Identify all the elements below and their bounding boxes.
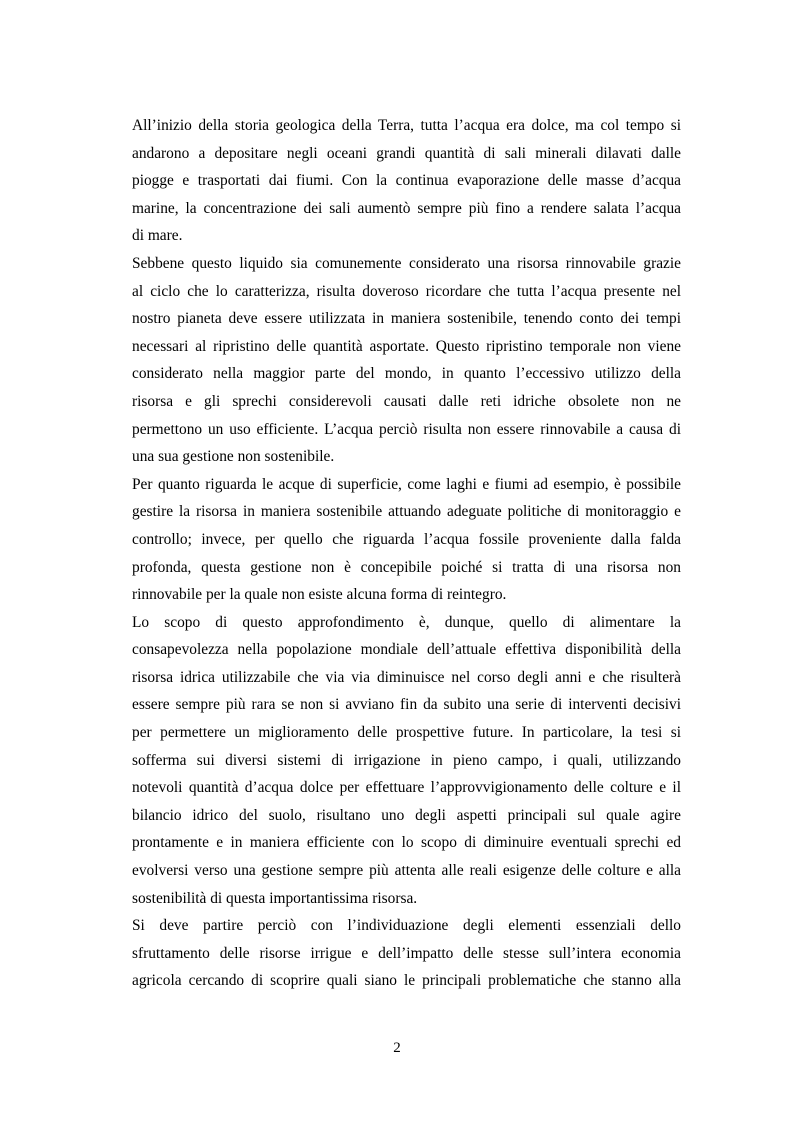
- text-line: risorsa e gli sprechi considerevoli causati dalle reti idriche obsolete non ne: [132, 392, 681, 410]
- text-line: gestire la risorsa in maniera sostenibile attuando adeguate politiche di monitoraggio e: [132, 503, 681, 521]
- page-number: 2: [393, 1040, 401, 1056]
- text-line: notevoli quantità d’acqua dolce per effettuare l’approvvigionamento delle colture e il: [132, 779, 681, 797]
- text-line: permettono un uso efficiente. L’acqua perciò risulta non essere rinnovabile a causa di: [132, 420, 681, 438]
- paragraph-5: [132, 912, 681, 995]
- text-line: sostenibilità di questa importantissima risorsa.: [132, 889, 418, 907]
- text-line: profonda, questa gestione non è concepibile poiché si tratta di una risorsa non: [132, 558, 681, 576]
- text-line: per permettere un miglioramento delle prospettive future. In particolare, la tesi si: [132, 724, 681, 742]
- text-line: evolversi verso una gestione sempre più attenta alle reali esigenze delle colture e alla: [132, 862, 681, 880]
- paragraph-1: [132, 112, 681, 250]
- text-line: sofferma sui diversi sistemi di irrigazione in pieno campo, i quali, utilizzando: [132, 751, 681, 769]
- body-text: [132, 112, 681, 995]
- text-line: agricola cercando di scoprire quali siano le principali problematiche che stanno alla: [132, 972, 681, 990]
- text-line: di mare.: [132, 227, 183, 245]
- text-line: nostro pianeta deve essere utilizzata in maniera sostenibile, tenendo conto dei tempi: [132, 310, 681, 328]
- text-line: controllo; invece, per quello che riguarda l’acqua fossile proveniente dalla falda: [132, 530, 681, 548]
- text-line: All’inizio della storia geologica della Terra, tutta l’acqua era dolce, ma col tempo si: [132, 117, 681, 134]
- text-line: consapevolezza nella popolazione mondiale dell’attuale effettiva disponibilità della: [132, 641, 681, 659]
- text-line: Lo scopo di questo approfondimento è, dunque, quello di alimentare la: [132, 613, 681, 631]
- text-line: prontamente e in maniera efficiente con lo scopo di diminuire eventuali sprechi ed: [132, 834, 681, 852]
- text-line: andarono a depositare negli oceani grandi quantità di sali minerali dilavati dalle: [132, 144, 681, 162]
- text-line: una sua gestione non sostenibile.: [132, 448, 335, 466]
- text-line: risorsa idrica utilizzabile che via via diminuisce nel corso degli anni e che risulterà: [132, 668, 681, 686]
- text-line: marine, la concentrazione dei sali aumentò sempre più fino a rendere salata l’acqua: [132, 199, 681, 217]
- text-line: necessari al ripristino delle quantità asportate. Questo ripristino temporale non viene: [132, 337, 681, 355]
- text-line: bilancio idrico del suolo, risultano uno degli aspetti principali sul quale agire: [132, 806, 681, 824]
- text-line: Per quanto riguarda le acque di superficie, come laghi e fiumi ad esempio, è possibile: [132, 475, 681, 493]
- text-line: rinnovabile per la quale non esiste alcuna forma di reintegro.: [132, 586, 507, 604]
- paragraph-4: [132, 609, 681, 913]
- text-line: al ciclo che lo caratterizza, risulta doveroso ricordare che tutta l’acqua presente nel: [132, 282, 681, 300]
- text-line: Sebbene questo liquido sia comunemente considerato una risorsa rinnovabile grazie: [132, 254, 681, 272]
- text-line: sfruttamento delle risorse irrigue e dell’impatto delle stesse sull’intera economia: [132, 944, 681, 962]
- text-line: piogge e trasportati dai fiumi. Con la continua evaporazione delle masse d’acqua: [132, 172, 681, 190]
- text-line: essere sempre più rara se non si avviano fin da subito una serie di interventi decisivi: [132, 696, 681, 714]
- paragraph-3: [132, 471, 681, 609]
- text-line: Si deve partire perciò con l’individuazione degli elementi essenziali dello: [132, 917, 681, 935]
- text-line: considerato nella maggior parte del mondo, in quanto l’eccessivo utilizzo della: [132, 365, 681, 383]
- paragraph-2: [132, 250, 681, 471]
